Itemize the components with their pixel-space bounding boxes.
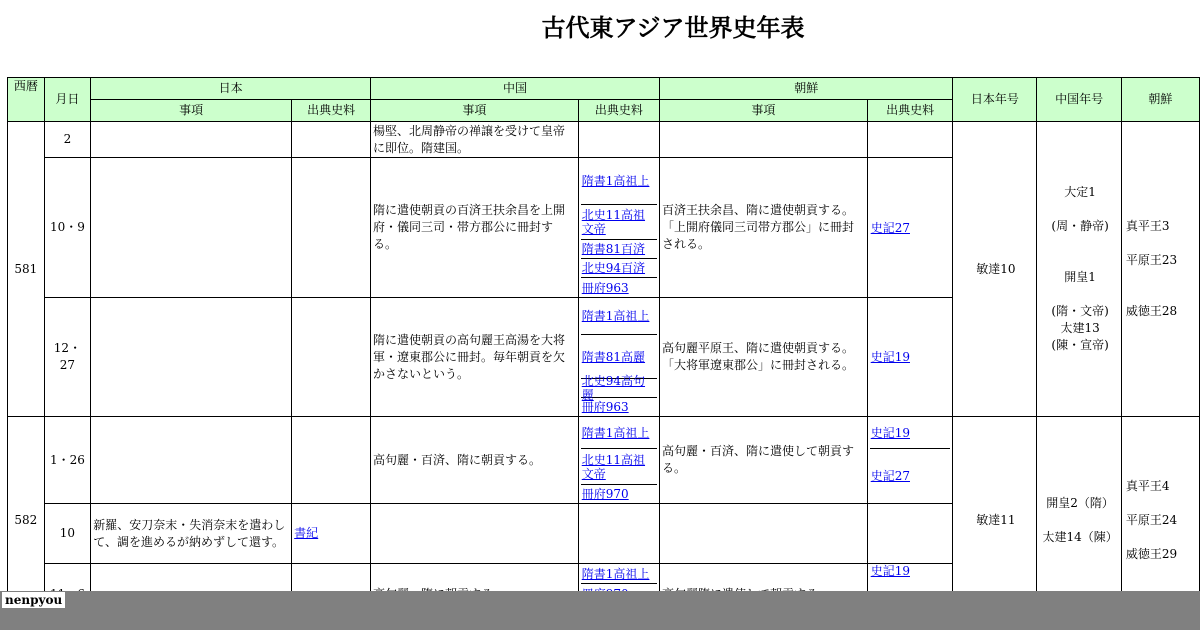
japan-source-cell [292, 158, 371, 298]
source-link[interactable]: 北史11高祖文帝 [581, 208, 646, 237]
china-item-cell: 高句麗・百済、隋に朝貢する。 [371, 417, 579, 504]
source-list [870, 298, 951, 416]
header-korea-era: 朝鮮 [1121, 78, 1199, 122]
china-source-cell [578, 417, 659, 504]
source-entry [581, 278, 657, 297]
header-korea-source: 出典史料 [867, 100, 953, 122]
source-entry [581, 373, 657, 402]
era-line [1126, 269, 1197, 286]
japan-era-cell: 敏達10 [953, 122, 1037, 417]
korea-source-cell [867, 122, 953, 158]
source-list [581, 417, 657, 503]
source-entry [581, 240, 657, 259]
source-link[interactable]: 史記19 [870, 350, 910, 364]
japan-item-cell [91, 158, 292, 298]
korea-item-cell [659, 122, 867, 158]
korea-era-cell [1121, 122, 1199, 417]
era-line: 太建14（陳） [1042, 530, 1118, 544]
era-line: 開皇2（隋） [1046, 496, 1114, 510]
source-entry [581, 205, 657, 241]
source-link[interactable]: 隋書81高麗 [581, 349, 646, 364]
footer-label: nenpyou [2, 592, 65, 608]
footer-bar [0, 591, 1200, 630]
era-line: (隋・文帝) [1051, 304, 1109, 318]
era-line: 平原王23 [1125, 253, 1178, 267]
year-cell: 581 [8, 122, 45, 417]
era-line: 太建13 [1060, 321, 1100, 335]
japan-item-cell [91, 298, 292, 417]
korea-item-cell: 高句麗平原王、隋に遣使朝貢する。「大将軍遼東郡公」に冊封される。 [659, 298, 867, 417]
source-entry [870, 158, 951, 297]
source-entry [581, 485, 657, 503]
header-japan: 日本 [91, 78, 371, 100]
header-korea: 朝鮮 [659, 78, 953, 100]
source-link[interactable]: 史記27 [870, 469, 910, 483]
japan-source-cell [292, 298, 371, 417]
source-link[interactable]: 冊府963 [581, 399, 629, 414]
era-line [1126, 495, 1197, 512]
japan-item-cell [91, 417, 292, 504]
source-entry [581, 335, 657, 379]
source-link[interactable]: 史記19 [870, 425, 910, 440]
table-row [8, 417, 1200, 504]
page-title: 古代東アジア世界史年表 [541, 14, 805, 42]
china-source-cell [578, 504, 659, 564]
era-line: 開皇1 [1064, 270, 1096, 284]
era-line [1126, 286, 1197, 303]
source-list [870, 417, 951, 503]
era-line [1126, 529, 1197, 546]
china-source-cell [578, 122, 659, 158]
china-source-cell [578, 298, 659, 417]
era-line: 平原王24 [1125, 513, 1178, 527]
era-line: (陳・宣帝) [1051, 338, 1109, 352]
source-list [870, 158, 951, 297]
date-cell: 10・9 [44, 158, 91, 298]
date-cell: 12・27 [44, 298, 91, 417]
source-link[interactable]: 北史94高句麗 [581, 373, 646, 402]
era-line [1041, 252, 1119, 269]
source-link[interactable]: 書紀 [294, 526, 319, 540]
date-cell: 2 [44, 122, 91, 158]
header-china: 中国 [371, 78, 660, 100]
japan-source-cell [292, 122, 371, 158]
source-link[interactable]: 史記27 [870, 220, 910, 235]
header-china-source: 出典史料 [578, 100, 659, 122]
japan-item-cell [91, 122, 292, 158]
header-china-item: 事項 [371, 100, 579, 122]
source-link[interactable]: 冊府970 [581, 487, 629, 501]
source-entry [581, 564, 657, 584]
korea-source-cell [867, 158, 953, 298]
header-japan-era: 日本年号 [953, 78, 1037, 122]
source-entry [581, 158, 657, 205]
korea-item-cell [659, 504, 867, 564]
china-source-cell [578, 158, 659, 298]
source-link[interactable]: 隋書81百済 [581, 242, 646, 257]
chronology-table [7, 77, 1200, 625]
source-entry [870, 417, 951, 449]
source-link[interactable]: 隋書1高祖上 [581, 425, 650, 440]
source-entry [581, 298, 657, 335]
source-link[interactable]: 隋書1高祖上 [581, 566, 650, 581]
japan-source-cell [292, 417, 371, 504]
era-line: 真平王3 [1125, 219, 1170, 233]
source-link[interactable]: 北史94百済 [581, 261, 646, 276]
header-date: 月日 [44, 78, 91, 122]
china-item-cell: 楊堅、北周静帝の禅譲を受けて皇帝に即位。隋建国。 [371, 122, 579, 158]
header-korea-item: 事項 [659, 100, 867, 122]
era-line: 真平王4 [1125, 479, 1170, 493]
source-entry [870, 564, 951, 578]
china-item-cell: 隋に遣使朝貢の百済王扶余昌を上開府・儀同三司・帯方郡公に冊封する。 [371, 158, 579, 298]
date-cell: 10 [44, 504, 91, 564]
korea-item-cell: 高句麗・百済、隋に遣使して朝貢する。 [659, 417, 867, 504]
japan-source-cell [292, 504, 371, 564]
header-japan-source: 出典史料 [292, 100, 371, 122]
china-item-cell: 隋に遣使朝貢の高句麗王高湯を大将軍・遼東郡公に冊封。毎年朝貢を欠かさないという。 [371, 298, 579, 417]
era-line [1041, 201, 1119, 218]
korea-source-cell [867, 504, 953, 564]
korea-source-cell [867, 298, 953, 417]
source-link[interactable]: 隋書1高祖上 [581, 173, 650, 188]
source-link[interactable]: 隋書1高祖上 [581, 309, 650, 324]
era-line: (周・静帝) [1051, 219, 1109, 233]
era-line: 威徳王29 [1125, 547, 1178, 561]
header-year: 西暦 [8, 78, 45, 122]
source-link[interactable]: 北史11高祖文帝 [581, 452, 646, 481]
era-line [1126, 235, 1197, 252]
china-item-cell [371, 504, 579, 564]
year-cell: 582 [8, 417, 45, 625]
era-line: 大定1 [1064, 185, 1096, 199]
korea-source-cell [867, 417, 953, 504]
era-line [1041, 286, 1119, 303]
source-list [581, 158, 657, 297]
japan-era-cell: 敏達11 [953, 417, 1037, 625]
date-cell: 1・26 [44, 417, 91, 504]
era-line [1041, 512, 1119, 529]
header-china-era: 中国年号 [1037, 78, 1122, 122]
source-entry [581, 417, 657, 449]
source-entry [870, 298, 951, 416]
japan-item-cell: 新羅、安刀奈末・失消奈末を遣わして、調を進めるが納めずして還す。 [91, 504, 292, 564]
header-japan-item: 事項 [91, 100, 292, 122]
source-link[interactable]: 冊府963 [581, 280, 629, 295]
source-entry [581, 398, 657, 416]
korea-item-cell: 百済王扶余昌、隋に遣使朝貢する。「上開府儀同三司帯方郡公」に冊封される。 [659, 158, 867, 298]
china-era-cell [1037, 122, 1122, 417]
source-entry [581, 449, 657, 485]
source-list [581, 298, 657, 416]
source-link[interactable]: 史記19 [870, 564, 910, 578]
source-entry [870, 449, 951, 503]
era-line [1041, 235, 1119, 252]
table-row [8, 122, 1200, 158]
era-line: 威徳王28 [1125, 304, 1178, 318]
source-entry [581, 259, 657, 278]
